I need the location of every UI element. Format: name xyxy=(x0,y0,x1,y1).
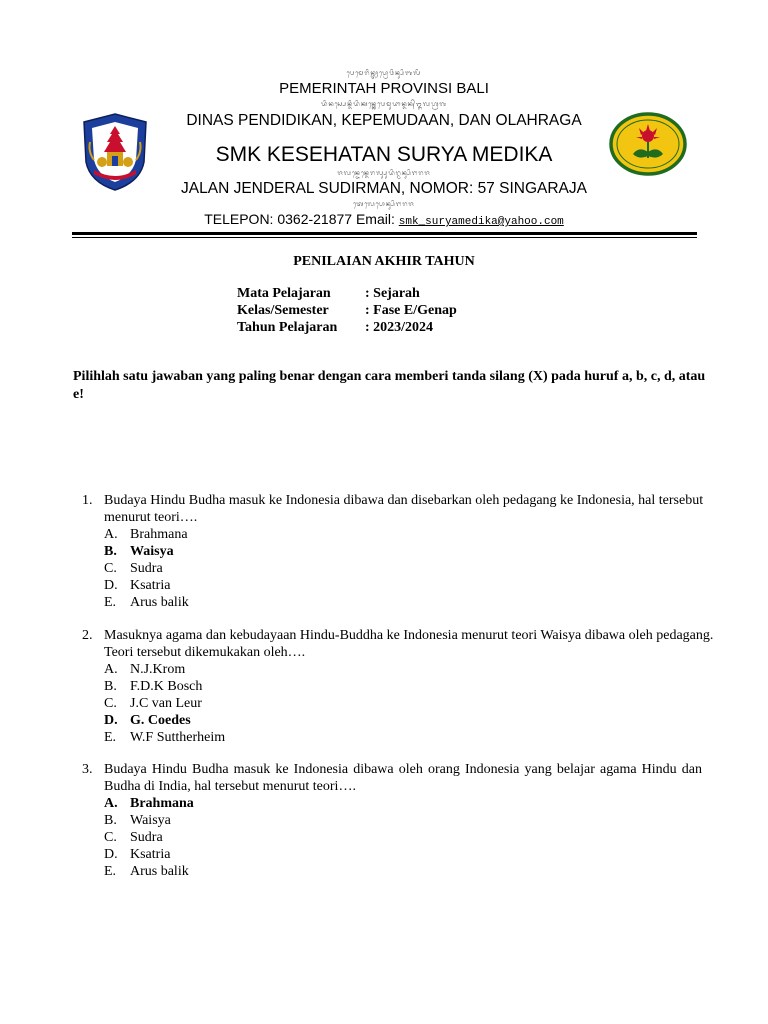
letterhead-email-link[interactable]: smk_suryamedika@yahoo.com xyxy=(398,216,564,228)
option-text: Waisya xyxy=(130,544,174,559)
exam-instruction: Pilihlah satu jawaban yang paling benar dengan cara memberi tanda silang (X) pada huruf a, b, c, d, atau e! xyxy=(73,369,706,402)
option-text: W.F Suttherheim xyxy=(130,730,226,745)
option-text: Waisya xyxy=(130,813,171,828)
question-3 xyxy=(82,761,722,880)
meta-row-year xyxy=(237,320,433,336)
question-2 xyxy=(82,627,722,746)
letterhead-school-name: SMK KESEHATAN SURYA MEDIKA xyxy=(215,143,553,166)
option-letter: D. xyxy=(104,713,118,728)
balinese-script-line: ᬚᬮᬦ᭄ᬚᬾᬦ᭄ᬤᬾᬭᬮ᭄ᬲᬸᬤᬶᬭ᭄ᬫᬦ᭄ᬲᬶᬗᬭᬚ xyxy=(337,170,431,177)
option-letter: A. xyxy=(104,662,118,677)
option-a[interactable] xyxy=(104,526,722,543)
option-text: N.J.Krom xyxy=(130,662,186,677)
option-text: G. Coedes xyxy=(130,713,191,728)
option-letter: E. xyxy=(104,595,117,610)
meta-key: Mata Pelajaran xyxy=(237,286,331,301)
letterhead-divider-thin xyxy=(72,237,697,238)
option-letter: E. xyxy=(104,730,117,745)
option-text: Sudra xyxy=(130,561,163,576)
letterhead-phone: TELEPON: 0362-21877 Email: xyxy=(204,211,395,227)
option-b[interactable] xyxy=(104,812,722,829)
answer-options xyxy=(104,526,722,611)
option-letter: B. xyxy=(104,679,117,694)
option-text: Brahmana xyxy=(130,796,194,811)
option-letter: B. xyxy=(104,813,117,828)
option-c[interactable] xyxy=(104,695,722,712)
option-b[interactable] xyxy=(104,678,722,695)
meta-value: : Sejarah xyxy=(365,286,420,301)
option-letter: D. xyxy=(104,578,118,593)
option-text: Ksatria xyxy=(130,847,171,862)
option-letter: E. xyxy=(104,864,117,879)
option-b[interactable] xyxy=(104,543,722,560)
option-d[interactable] xyxy=(104,577,722,594)
question-text: Budaya Hindu Budha masuk ke Indonesia dibawa oleh orang Indonesia yang belajar agama Hindu dan Budha di India, hal tersebut menurut teori…. xyxy=(104,762,702,794)
option-text: Arus balik xyxy=(130,864,189,879)
meta-row-class xyxy=(237,303,457,319)
option-text: Ksatria xyxy=(130,578,171,593)
option-text: Arus balik xyxy=(130,595,189,610)
meta-value: : Fase E/Genap xyxy=(365,303,457,318)
option-letter: B. xyxy=(104,544,117,559)
question-1 xyxy=(82,492,722,611)
option-c[interactable] xyxy=(104,829,722,846)
option-letter: C. xyxy=(104,696,117,711)
question-number: 2. xyxy=(82,628,93,643)
option-d[interactable] xyxy=(104,846,722,863)
exam-title: PENILAIAN AKHIR TAHUN xyxy=(293,254,475,269)
option-e[interactable] xyxy=(104,594,722,611)
option-text: J.C van Leur xyxy=(130,696,202,711)
option-e[interactable] xyxy=(104,729,722,746)
question-text: Budaya Hindu Budha masuk ke Indonesia dibawa dan disebarkan oleh pedagang ke Indonesia, hal tersebut menurut teori…. xyxy=(104,493,704,525)
question-text: Masuknya agama dan kebudayaan Hindu-Buddha ke Indonesia menurut teori Waisya dibawa oleh pedagang. Teori tersebut dikemukakan oleh…. xyxy=(104,628,714,660)
option-text: Sudra xyxy=(130,830,163,845)
balinese-script-line: ᬤᬶᬦᬲ᭄ᬧᬾᬦ᭄ᬤᬶᬤᬶᬓᬦ᭄ᬓᬾᬧᬾᬫᬸᬤᬵᬦ᭄ᬤᬦ᭄ᬑᬮᬳ᭄ᬭᬕ xyxy=(321,101,447,108)
option-c[interactable] xyxy=(104,560,722,577)
meta-key: Kelas/Semester xyxy=(237,303,329,318)
option-a[interactable] xyxy=(104,795,722,812)
letterhead-divider-thick xyxy=(72,232,697,235)
option-letter: A. xyxy=(104,796,118,811)
meta-row-subject xyxy=(237,286,420,302)
option-letter: C. xyxy=(104,561,117,576)
option-letter: D. xyxy=(104,847,118,862)
question-number: 3. xyxy=(82,762,93,777)
option-letter: C. xyxy=(104,830,117,845)
option-e[interactable] xyxy=(104,863,722,880)
answer-options xyxy=(104,661,722,746)
option-d[interactable] xyxy=(104,712,722,729)
letterhead-contact xyxy=(0,211,768,228)
option-text: Brahmana xyxy=(130,527,188,542)
option-text: F.D.K Bosch xyxy=(130,679,203,694)
question-number: 1. xyxy=(82,493,93,508)
balinese-script-line: ᬢᬾᬮᬾᬧᭀᬦ᭄ᬲᬶᬗᬭᬚ xyxy=(353,201,415,208)
meta-key: Tahun Pelajaran xyxy=(237,320,338,335)
answer-options xyxy=(104,795,722,880)
letterhead-address: JALAN JENDERAL SUDIRMAN, NOMOR: 57 SINGARAJA xyxy=(181,180,587,197)
option-letter: A. xyxy=(104,527,118,542)
option-a[interactable] xyxy=(104,661,722,678)
balinese-script-line: ᬧᬾᬫᬾᬭᬶᬦ᭄ᬢᬄᬧ᭄ᬭᭀᬯᬶᬦ᭄ᬲᬶᬩᬮᬶ xyxy=(346,70,422,77)
letterhead-department: DINAS PENDIDIKAN, KEPEMUDAAN, DAN OLAHRAGA xyxy=(186,112,582,129)
letterhead-government: PEMERINTAH PROVINSI BALI xyxy=(279,80,489,97)
meta-value: : 2023/2024 xyxy=(365,320,434,335)
